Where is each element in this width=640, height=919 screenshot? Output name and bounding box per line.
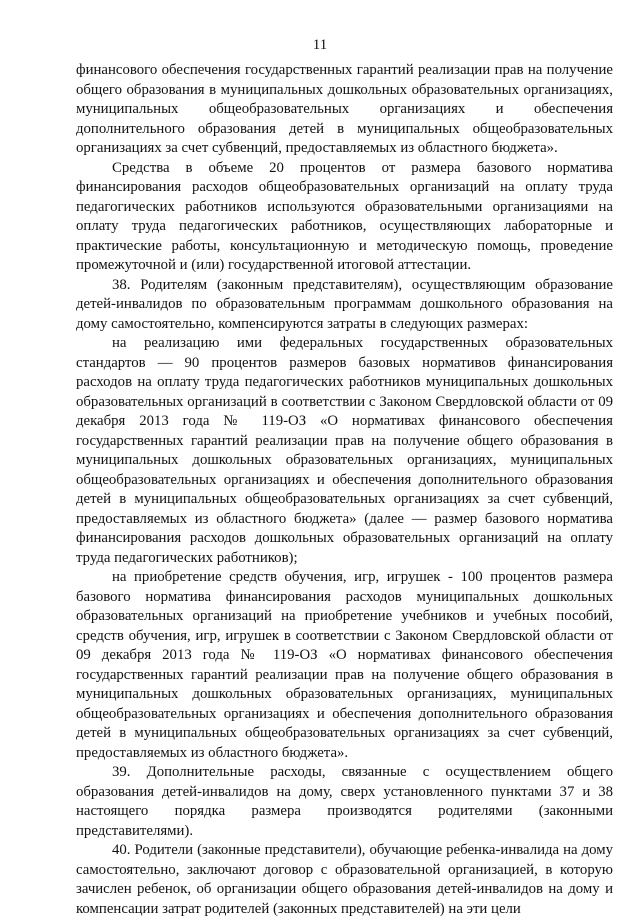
paragraph-38-learning-tools: на приобретение средств обучения, игр, игрушек - 100 процентов размера базового норматива финансирования расходов муниципальных дошкольных образовательных организаций на приобретение учебников и учебных пособий, средств обучения, игр, игрушек в соответствии с Законом Свердловской области от 09 декабря 2013 года № 119-ОЗ «О нормативах финансового обеспечения государственных гарантий реализации прав на получение общего образования в муниципальных дошкольных образовательных организациях, муниципальных общеобразовательных организациях и обеспечения дополнительного образования детей в муниципальных общеобразовательных организациях за счет субвенций, предоставляемых из областного бюджета». [76,569,613,761]
paragraph-40: 40. Родители (законные представители), обучающие ребенка-инвалида на дому самостоятельно, заключают договор с образовательной организацией, в которую зачислен ребенок, об организации общего образования детей-инвалидов на дому и компенсации затрат родителей (законных представителей) на эти цели [76,842,613,917]
document-body [76,61,613,919]
paragraph-continuation: финансового обеспечения государственных гарантий реализации прав на получение общего образования в муниципальных дошкольных образовательных организациях, муниципальных общеобразовательных организациях и обеспечения дополнительного образования детей в муниципальных общеобразовательных организациях за счет субвенций, предоставляемых из областного бюджета». [76,62,613,156]
paragraph-39: 39. Дополнительные расходы, связанные с осуществлением общего образования детей-инвалидов на дому, сверх установленного пунктами 37 и 38 настоящего порядка размера производятся родителями (законными представителями). [76,764,613,839]
paragraph-38-standards: на реализацию ими федеральных государственных образовательных стандартов — 90 процентов размеров базовых нормативов финансирования расходов на оплату труда педагогических работников муниципальных дошкольных образовательных организаций в соответствии с Законом Свердловской области от 09 декабря 2013 года № 119-ОЗ «О нормативах финансового обеспечения государственных гарантий реализации прав на получение общего образования в муниципальных дошкольных образовательных организациях, муниципальных общеобразовательных организациях и обеспечения дополнительного образования детей в муниципальных общеобразовательных организациях за счет субвенций, предоставляемых из областного бюджета» (далее — размер базового норматива финансирования расходов дошкольных образовательных организаций на оплату труда педагогических работников); [76,335,613,566]
paragraph-38: 38. Родителям (законным представителям), осуществляющим образование детей-инвалидов по образовательным программам дошкольного образования на дому самостоятельно, компенсируются затраты в следующих размерах: [76,276,613,332]
page-number: 11 [312,37,328,53]
paragraph-funds-20-percent: Средства в объеме 20 процентов от размера базового норматива финансирования расходов общеобразовательных организаций на оплату труда педагогических работников используются образовательными организациями на оплату труда педагогических работников, осуществляющих лабораторные и практические работы, консультационную и методическую помощь, проведение промежуточной и (или) государственной итоговой аттестации. [76,159,613,273]
